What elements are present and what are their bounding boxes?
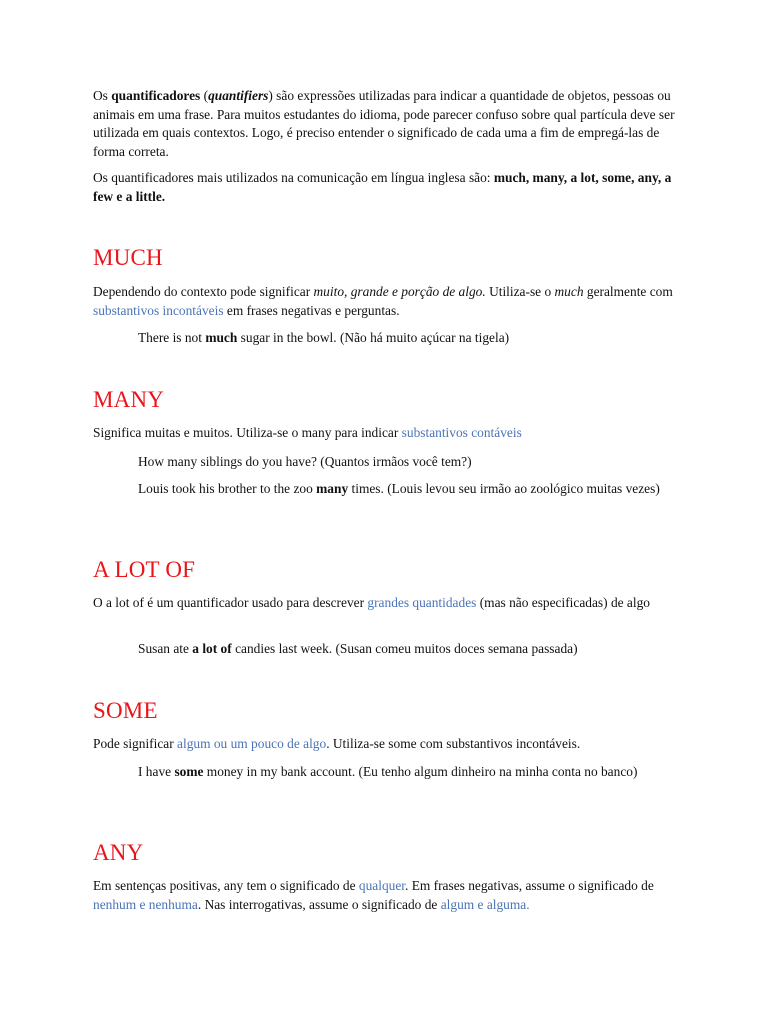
text: Os quantificadores mais utilizados na comunicação em língua inglesa são: xyxy=(93,170,494,185)
text-bold: some xyxy=(174,764,204,779)
text: I have xyxy=(138,764,175,779)
highlight-algum-e-alguma: algum e alguma xyxy=(440,896,527,912)
text: O a lot of é um quantificador usado para descrever xyxy=(93,595,368,610)
many-example-1: How many siblings do you have? (Quantos irmãos você tem?) xyxy=(138,454,472,469)
highlight-qualquer: qualquer xyxy=(358,878,405,893)
heading-much: MUCH xyxy=(93,245,163,270)
many-example-2 xyxy=(93,480,683,499)
text-bold: a lot of xyxy=(192,641,232,656)
text-bold: many xyxy=(316,481,349,496)
text: Dependendo do contexto pode significar xyxy=(93,284,314,299)
text: . Nas interrogativas, assume o significado de xyxy=(197,896,441,912)
text: (mas não especificadas) de algo xyxy=(476,595,650,610)
text: Utiliza-se o xyxy=(485,284,555,299)
text: ) são expressões utilizadas para indicar a quantidade de objetos, pessoas ou animais em uma frase. Para muitos estudantes do idioma, pode parecer confuso sobre qual partícula deve ser utilizada em quais contextos. Logo, é preciso entender o significado de cada uma a fim de empregá-las de forma correta. xyxy=(93,88,675,159)
text: Em sentenças positivas, any tem o significado de xyxy=(93,878,359,893)
text: money in my bank account. (Eu tenho algum dinheiro na minha conta no banco) xyxy=(203,764,638,779)
heading-any: ANY xyxy=(93,840,144,865)
text-italic: muito, grande e porção de algo. xyxy=(313,284,486,299)
highlight-substantivos-incontaveis: substantivos incontáveis xyxy=(93,302,224,318)
alotof-example xyxy=(93,640,728,659)
text: candies last week. (Susan comeu muitos doces semana passada) xyxy=(231,641,578,656)
term-quantifiers: quantifiers xyxy=(208,88,269,103)
text: Pode significar xyxy=(93,736,178,751)
quantifier-list: much, many, a lot, some, any, a few e a little. xyxy=(93,170,672,204)
highlight-grandes-quantidades: grandes quantidades xyxy=(367,595,477,610)
much-example xyxy=(93,329,728,348)
text: Significa muitas e muitos. Utiliza-se o many para indicar xyxy=(93,425,402,440)
text: geralmente com xyxy=(583,284,673,299)
text: ( xyxy=(200,88,209,103)
text: . Utiliza-se some com substantivos incontáveis. xyxy=(326,736,581,751)
many-description xyxy=(93,424,683,443)
text: em frases negativas e perguntas. xyxy=(223,302,400,318)
text-italic: much xyxy=(554,284,584,299)
heading-a-lot-of: A LOT OF xyxy=(93,557,196,582)
heading-many: MANY xyxy=(93,387,165,412)
text: . xyxy=(526,896,530,912)
any-description xyxy=(93,877,683,914)
text: There is not xyxy=(138,330,206,345)
intro-paragraph-1 xyxy=(93,87,683,161)
text-bold: much xyxy=(205,330,238,345)
term-quantificadores: quantificadores xyxy=(111,88,201,103)
heading-some: SOME xyxy=(93,698,158,723)
much-description xyxy=(93,283,683,320)
intro-paragraph-2 xyxy=(93,169,683,206)
some-example xyxy=(93,763,683,782)
highlight-nenhum-e-nenhuma: nenhum e nenhuma xyxy=(93,896,198,912)
text: Louis took his brother to the zoo xyxy=(138,481,317,496)
some-description xyxy=(93,735,683,754)
alotof-description xyxy=(93,594,683,613)
text: sugar in the bowl. (Não há muito açúcar na tigela) xyxy=(237,330,510,345)
text: times. (Louis levou seu irmão ao zoológico muitas vezes) xyxy=(348,481,660,496)
highlight-substantivos-contaveis: substantivos contáveis xyxy=(401,425,522,440)
highlight-algum-ou-um-pouco: algum ou um pouco de algo xyxy=(177,736,327,751)
text: . Em frases negativas, assume o significado de xyxy=(405,878,654,893)
text: Susan ate xyxy=(138,641,193,656)
text: Os xyxy=(93,88,112,103)
